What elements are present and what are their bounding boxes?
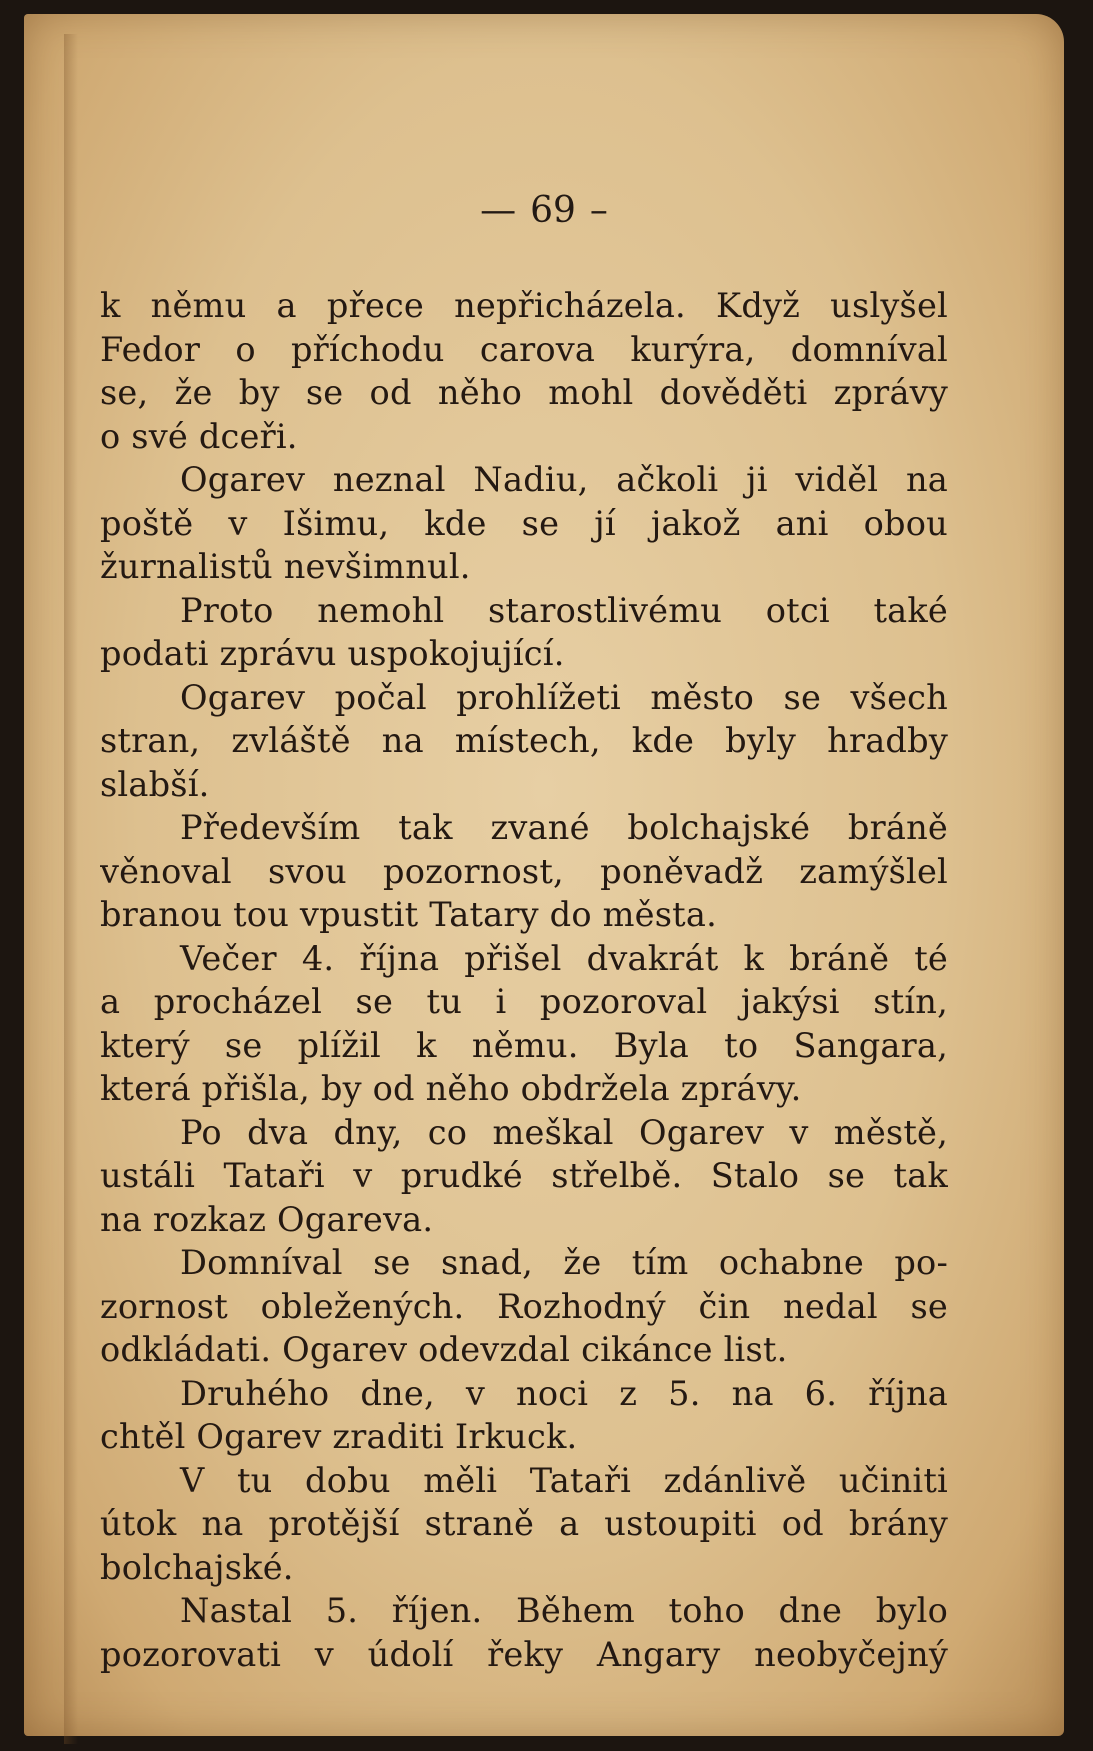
text-line: a procházel se tu i pozoroval jakýsi stín,	[100, 982, 948, 1021]
text-line: chtěl Ogarev zraditi Irkuck.	[100, 1417, 578, 1456]
page-number: 69	[530, 190, 576, 231]
header-dash-right: –	[589, 190, 608, 231]
text-line: V tu dobu měli Tataři zdánlivě učiniti	[180, 1460, 948, 1500]
text-line: který se plížil k němu. Byla to Sangara,	[100, 1025, 948, 1065]
text-line: Druhého dne, v noci z 5. na 6. října	[180, 1373, 948, 1413]
body-text	[100, 284, 948, 1676]
text-line: Ogarev neznal Nadiu, ačkoli ji viděl na	[180, 460, 948, 499]
text-line: Fedor o příchodu carova kurýra, domníval	[100, 329, 948, 369]
text-line: která přišla, by od něho obdržela zprávy.	[100, 1069, 802, 1108]
text-line: věnoval svou pozornost, poněvadž zamýšlel	[100, 851, 948, 891]
text-line: o své dceři.	[100, 416, 298, 456]
text-line: k němu a přece nepřicházela. Když uslyšel	[100, 286, 948, 325]
text-line: Především tak zvané bolchajské bráně	[180, 808, 948, 847]
text-line: zornost obležených. Rozhodný čin nedal se	[100, 1286, 948, 1326]
text-line: Nastal 5. říjen. Během toho dne bylo	[180, 1591, 948, 1630]
text-line: Ogarev počal prohlížeti město se všech	[180, 677, 948, 717]
text-line: podati zprávu uspokojující.	[100, 634, 565, 673]
text-line: stran, zvláště na místech, kde byly hradby	[100, 721, 948, 760]
text-line: poště v Išimu, kde se jí jakož ani obou	[100, 503, 948, 543]
text-line: Po dva dny, co meškal Ogarev v městě,	[180, 1112, 948, 1152]
header-dash-left: —	[480, 190, 517, 231]
text-line: pozorovati v údolí řeky Angary neobyčejný	[100, 1634, 948, 1674]
text-line: odkládati. Ogarev odevzdal cikánce list.	[100, 1330, 788, 1369]
text-line: se, že by se od něho mohl dověděti zprávy	[100, 373, 948, 412]
text-line: ustáli Tataři v prudké střelbě. Stalo se tak	[100, 1156, 948, 1195]
page-header	[24, 190, 1064, 231]
text-line: na rozkaz Ogareva.	[100, 1199, 434, 1239]
text-line: Domníval se snad, že tím ochabne po-	[180, 1243, 948, 1282]
text-line: slabší.	[100, 764, 210, 804]
text-line: Večer 4. října přišel dvakrát k bráně té	[180, 938, 948, 978]
book-page	[24, 14, 1064, 1736]
text-line: Proto nemohl starostlivému otci také	[180, 590, 948, 630]
text-line: bolchajské.	[100, 1547, 294, 1587]
text-line: útok na protější straně a ustoupiti od brány	[100, 1504, 948, 1543]
text-line: žurnalistů nevšimnul.	[100, 547, 471, 586]
page-gutter-shadow	[64, 34, 78, 1744]
text-line: branou tou vpustit Tatary do města.	[100, 895, 717, 934]
